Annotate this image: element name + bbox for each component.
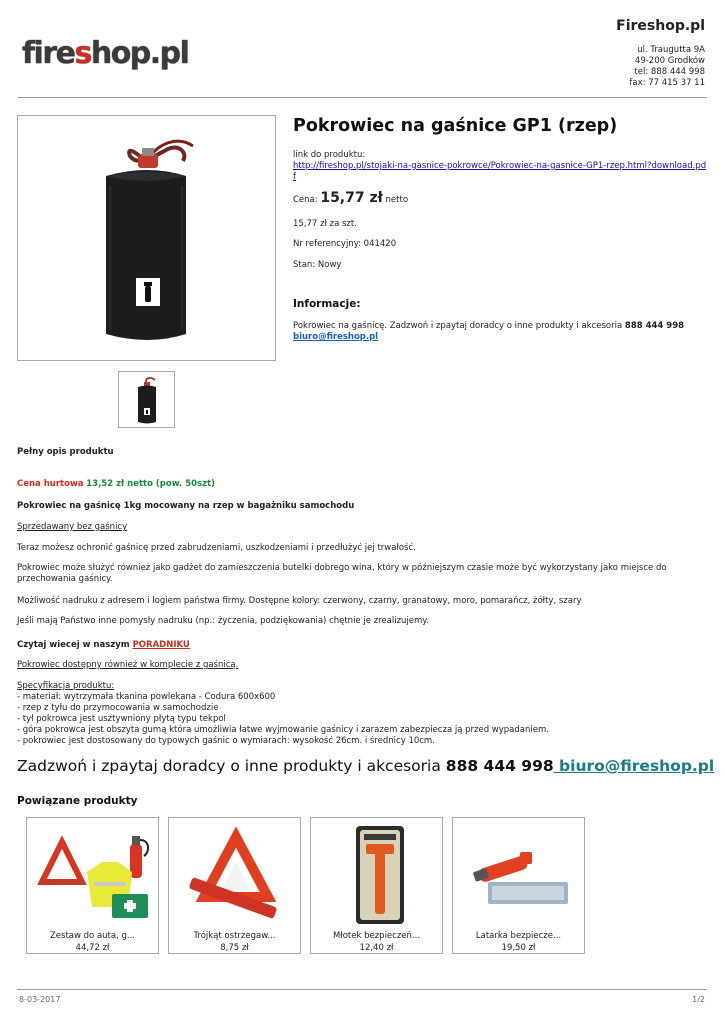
kit-note: Pokrowiec dostępny również w komplecie z gaśnicą. — [17, 660, 239, 670]
page-header — [18, 14, 707, 98]
info-text: Pokrowiec na gaśnicę. Zadzwoń i zpaytaj doradcy o inne produkty i akcesoria — [293, 321, 623, 331]
wholesale-label: Cena hurtowa — [17, 479, 84, 489]
ref-value: 041420 — [363, 239, 397, 249]
company-name: Fireshop.pl — [616, 18, 705, 34]
description-p2-line2: przechowania gaśnicy. — [17, 574, 113, 584]
warning-triangle-image — [174, 822, 297, 927]
reference-row — [293, 239, 707, 250]
spec-block — [17, 681, 707, 747]
price-row — [293, 190, 707, 206]
company-address: ul. Traugutta 9A — [637, 45, 705, 55]
info-phone: 888 444 998 — [624, 321, 685, 331]
ref-label: Nr referencyjny: — [293, 239, 361, 249]
call-to-action — [17, 757, 714, 775]
description-p3: Możliwość nadruku z adresem i logiem państwa firmy. Dostępne kolory: czerwony, czarny, granatowy, moro, pomarańcz, żółty, szary — [17, 596, 582, 606]
guide-link[interactable]: PORADNIKU — [132, 640, 190, 650]
related-product-name[interactable]: Zestaw do auta, g... — [49, 931, 136, 941]
spec-item: - rzep z tyłu do przymocowania w samochodzie — [17, 703, 219, 713]
state-label: Stan: — [293, 260, 316, 270]
car-kit-image — [32, 822, 155, 927]
related-product-card[interactable] — [26, 817, 159, 954]
call-phone: 888 444 998 — [445, 757, 554, 775]
per-unit-price: 15,77 zł za szt. — [293, 219, 357, 229]
product-thumbnail[interactable] — [118, 371, 175, 428]
product-link-label: link do produktu: — [293, 150, 366, 160]
sold-without-note: Sprzedawany bez gaśnicy — [17, 522, 128, 532]
spec-item: - góra pokrowca jest obszyta gumą która umożliwia łatwe wyjmowanie gaśnicy i zarazem zabezpiecza ją przed wypadaniem. — [17, 725, 549, 735]
related-product-price: 8,75 zł — [220, 943, 249, 953]
description-p2-line1: Pokrowiec może służyć również jako gadżet do zamieszczenia butelki dobrego wina, który w późniejszym czasie może być wykorzystany jako miejsce do — [17, 563, 667, 573]
related-product-card[interactable] — [310, 817, 443, 954]
related-heading: Powiązane produkty — [17, 795, 138, 807]
footer-date: 8-03-2017 — [19, 995, 61, 1004]
company-tel: tel: 888 444 998 — [634, 67, 705, 77]
related-product-card[interactable] — [168, 817, 301, 954]
description-p4: Jeśli mają Państwo inne pomysły nadruku (np.: życzenia, podziękowania) chętnie je zrealizujemy. — [17, 616, 429, 626]
related-product-price: 44,72 zł — [75, 943, 110, 953]
price-value: 15,77 zł — [320, 190, 383, 206]
read-more-row — [17, 640, 707, 651]
price-label: Cena: — [293, 195, 318, 205]
info-text-block — [293, 321, 707, 343]
read-more-text: Czytaj wiecej w naszym — [17, 640, 130, 650]
page-footer — [17, 989, 707, 1004]
related-product-price: 19,50 zł — [501, 943, 536, 953]
wholesale-value: 13,52 zł netto (pow. 50szt) — [86, 479, 215, 489]
product-link[interactable]: http://fireshop.pl/stojaki-na-gasnice-pokrowce/Pokrowiec-na-gasnice-GP1-rzep.html?download.pdf — [293, 161, 707, 182]
company-info — [616, 18, 705, 89]
info-heading: Informacje: — [293, 298, 361, 310]
call-text: Zadzwoń i zpaytaj doradcy o inne produkty i akcesoria — [17, 757, 441, 775]
product-link-block — [293, 150, 707, 183]
safety-hammer-image — [316, 822, 439, 927]
description-subtitle: Pokrowiec na gaśnicę 1kg mocowany na rzep w bagażniku samochodu — [17, 501, 355, 511]
footer-page-number: 1/2 — [692, 995, 705, 1004]
product-main-image[interactable] — [17, 115, 276, 361]
spec-item: - tył pokrowca jest usztywniony płytą typu tekpol — [17, 714, 226, 724]
company-city: 49-200 Grodków — [634, 56, 705, 66]
state-row — [293, 260, 707, 271]
call-email-link[interactable]: biuro@fireshop.pl — [553, 757, 715, 775]
description-heading: Pełny opis produktu — [17, 447, 114, 457]
spec-item: - pokrowiec jest dostosowany do typowych gaśnic o wymiarach: wysokość 26cm. i średnicy 10cm. — [17, 736, 435, 746]
related-product-card[interactable] — [452, 817, 585, 954]
wholesale-row — [17, 479, 707, 490]
spec-heading: Specyfikacja produktu: — [17, 681, 115, 691]
related-product-name[interactable]: Trójkąt ostrzegaw... — [193, 931, 276, 941]
price-suffix: netto — [385, 195, 409, 205]
related-product-name[interactable]: Młotek bezpieczeń... — [332, 931, 421, 941]
extinguisher-cover-image — [18, 116, 275, 360]
description-p1: Teraz możesz ochronić gaśnicę przed zabrudzeniami, uszkodzeniami i przedłużyć jej trwałość. — [17, 543, 416, 553]
extinguisher-cover-thumb-icon — [119, 372, 174, 427]
description-p2 — [17, 563, 707, 585]
company-fax: fax: 77 415 37 11 — [629, 78, 705, 88]
related-product-name[interactable]: Latarka bezpiecze... — [475, 931, 562, 941]
related-product-price: 12,40 zł — [359, 943, 394, 953]
state-value: Nowy — [317, 260, 342, 270]
info-email-link[interactable]: biuro@fireshop.pl — [293, 332, 379, 342]
product-title: Pokrowiec na gaśnice GP1 (rzep) — [293, 116, 618, 136]
spec-item: - materiał: wytrzymała tkanina powlekana - Codura 600x600 — [17, 692, 276, 702]
logo-text-end: hop.pl — [90, 36, 189, 71]
logo-text: fire — [22, 36, 75, 71]
fireshop-logo[interactable] — [22, 36, 188, 71]
safety-flashlight-image — [458, 822, 581, 927]
logo-text-accent: s — [74, 36, 91, 71]
